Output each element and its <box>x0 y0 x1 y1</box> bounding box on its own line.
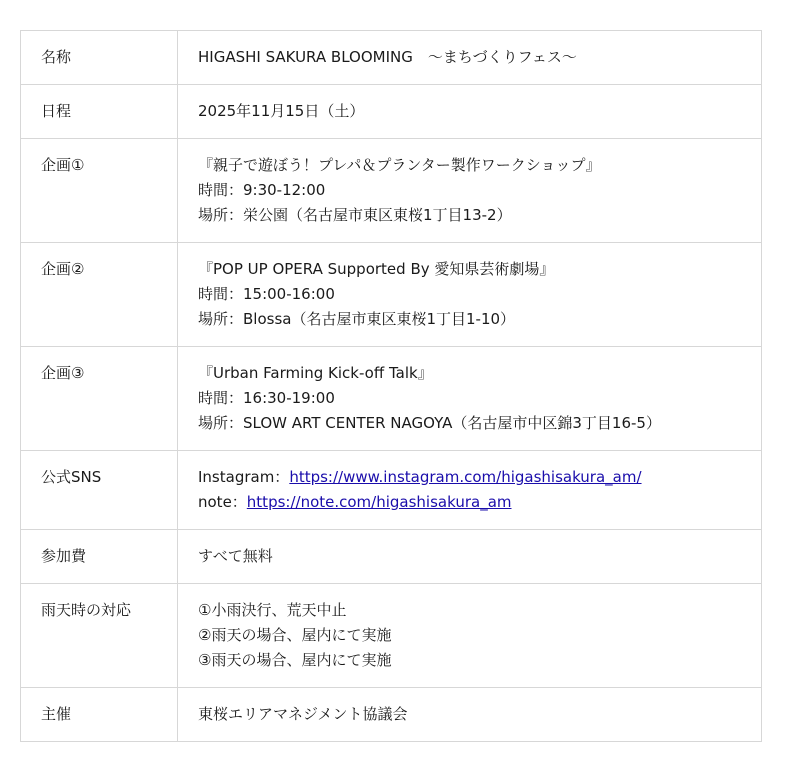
row-value <box>178 584 762 688</box>
row-program-1 <box>21 139 762 243</box>
row-label: 参加費 <box>21 530 178 584</box>
rain-policy-item: ②雨天の場合、屋内にて実施 <box>198 626 392 644</box>
row-name <box>21 31 762 85</box>
row-value <box>178 530 762 584</box>
row-value <box>178 243 762 347</box>
row-value <box>178 688 762 742</box>
row-rain-policy <box>21 584 762 688</box>
program-title: 『POP UP OPERA Supported By 愛知県芸術劇場』 <box>198 260 555 278</box>
row-label: 雨天時の対応 <box>21 584 178 688</box>
organizer-name: 東桜エリアマネジメント協議会 <box>198 705 408 723</box>
sns-prefix: note： <box>198 493 247 511</box>
program-place: 場所：SLOW ART CENTER NAGOYA（名古屋市中区錦3丁目16-5） <box>198 414 661 432</box>
program-place: 場所：Blossa（名古屋市東区東桜1丁目1-10） <box>198 310 516 328</box>
event-date: 2025年11月15日（土） <box>198 102 365 120</box>
fee-text: すべて無料 <box>198 547 273 565</box>
row-program-3 <box>21 347 762 451</box>
row-official-sns <box>21 451 762 530</box>
program-title: 『親子で遊ぼう！プレパ＆プランター製作ワークショップ』 <box>198 156 601 174</box>
program-time: 時間：16:30-19:00 <box>198 389 335 407</box>
sns-prefix: Instagram： <box>198 468 290 486</box>
note-link[interactable]: https://note.com/higashisakura_am <box>246 493 512 511</box>
event-info-table <box>20 30 762 742</box>
program-time: 時間：15:00-16:00 <box>198 285 335 303</box>
row-label: 企画② <box>21 243 178 347</box>
row-value <box>178 451 762 530</box>
program-place: 場所：栄公園（名古屋市東区東桜1丁目13-2） <box>198 206 512 224</box>
rain-policy-item: ③雨天の場合、屋内にて実施 <box>198 651 392 669</box>
instagram-link[interactable]: https://www.instagram.com/higashisakura_am/ <box>289 468 642 486</box>
rain-policy-item: ①小雨決行、荒天中止 <box>198 601 347 619</box>
program-time: 時間：9:30-12:00 <box>198 181 326 199</box>
row-label: 企画③ <box>21 347 178 451</box>
event-name: HIGASHI SAKURA BLOOMING ～まちづくりフェス～ <box>198 48 577 66</box>
row-organizer <box>21 688 762 742</box>
sns-line-instagram <box>198 465 741 490</box>
row-label: 名称 <box>21 31 178 85</box>
program-title: 『Urban Farming Kick-off Talk』 <box>198 364 433 382</box>
row-date <box>21 85 762 139</box>
row-value <box>178 85 762 139</box>
sns-line-note <box>198 490 741 515</box>
row-fee <box>21 530 762 584</box>
row-value <box>178 347 762 451</box>
row-label: 公式SNS <box>21 451 178 530</box>
row-label: 主催 <box>21 688 178 742</box>
row-value <box>178 31 762 85</box>
row-value <box>178 139 762 243</box>
row-label: 企画① <box>21 139 178 243</box>
row-program-2 <box>21 243 762 347</box>
row-label: 日程 <box>21 85 178 139</box>
